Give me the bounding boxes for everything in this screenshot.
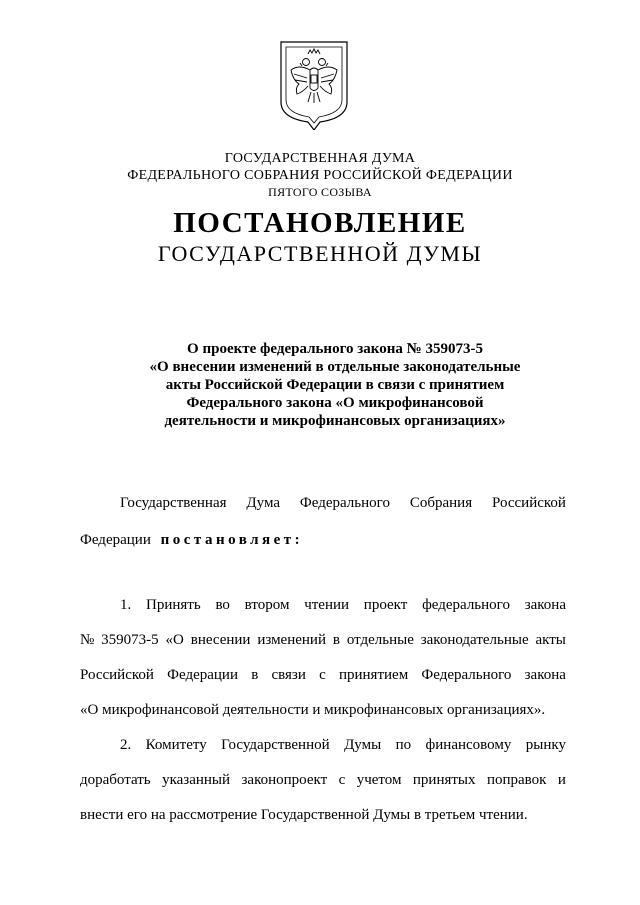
word: Федерации <box>80 532 151 548</box>
word: Комитету <box>145 737 207 753</box>
org-name-line-1: ГОСУДАРСТВЕННАЯ ДУМА <box>224 151 416 166</box>
word: внесении <box>190 632 251 648</box>
word: рынку <box>525 737 566 753</box>
subject-block <box>140 340 530 430</box>
word: Государственная <box>120 495 227 511</box>
word: доработать <box>80 772 151 788</box>
word: втором <box>244 597 290 613</box>
word: поправок <box>486 772 547 788</box>
preamble-line-2 <box>80 532 303 549</box>
item-2-line-2 <box>80 772 566 789</box>
word: федерального <box>422 597 510 613</box>
document-title: ПОСТАНОВЛЕНИЕ <box>173 207 467 239</box>
word: 1. <box>120 597 132 613</box>
word: связи <box>271 667 306 683</box>
item-1-line-4: «О микрофинансовой деятельности и микрофинансовых организациях». <box>80 702 546 718</box>
item-2-line-3: внести его на рассмотрение Государственной Думы в третьем чтении. <box>80 807 528 823</box>
item-1-line-1 <box>120 597 566 614</box>
word: закона <box>524 597 566 613</box>
org-name-line-2: ФЕДЕРАЛЬНОГО СОБРАНИЯ РОССИЙСКОЙ ФЕДЕРАЦИИ <box>127 168 513 183</box>
word: во <box>215 597 230 613</box>
word: и <box>557 772 566 788</box>
word: Государственной <box>221 737 330 753</box>
coat-of-arms-emblem <box>275 40 353 130</box>
document-subtitle: ГОСУДАРСТВЕННОЙ ДУМЫ <box>157 241 483 266</box>
word: чтении <box>304 597 350 613</box>
word: учетом <box>356 772 402 788</box>
word: финансовому <box>425 737 512 753</box>
word: принятых <box>412 772 476 788</box>
item-2-line-1 <box>120 737 566 754</box>
subject-line: О проекте федерального закона № 359073-5 <box>187 341 483 357</box>
word: проект <box>363 597 408 613</box>
word: по <box>395 737 412 753</box>
word: Думы <box>344 737 382 753</box>
preamble-line-1 <box>120 495 566 512</box>
word: 2. <box>120 737 132 753</box>
subject-line: «О внесении изменений в отдельные законодательные <box>149 359 521 375</box>
item-1-line-3 <box>80 667 566 684</box>
word: изменений <box>257 632 326 648</box>
word: в <box>251 667 259 683</box>
item-1-line-2 <box>80 632 566 649</box>
subject-line: акты Российской Федерации в связи с принятием <box>165 377 505 393</box>
word: законопроект <box>241 772 328 788</box>
resolution-verb: постановляет: <box>160 532 304 548</box>
word: отдельные <box>346 632 414 648</box>
word: Федерального <box>299 495 390 511</box>
word: Российской <box>492 495 566 511</box>
word: № <box>80 632 95 648</box>
item-2-paragraph <box>80 737 566 837</box>
word: акты <box>535 632 566 648</box>
word: 359073-5 <box>101 632 159 648</box>
word: Федерального <box>421 667 512 683</box>
word: Принять <box>146 597 201 613</box>
word: закона <box>524 667 566 683</box>
word: в <box>332 632 340 648</box>
word: Дума <box>246 495 281 511</box>
word: с <box>338 772 346 788</box>
word: «О <box>165 632 184 648</box>
word: законодательные <box>420 632 529 648</box>
word: с <box>319 667 326 683</box>
word: принятием <box>338 667 409 683</box>
item-1-paragraph <box>80 597 566 727</box>
word: Российской <box>80 667 154 683</box>
word: Федерации <box>167 667 238 683</box>
subject-line: деятельности и микрофинансовых организациях» <box>164 413 506 429</box>
subject-line: Федерального закона «О микрофинансовой <box>186 395 484 411</box>
preamble-paragraph <box>80 495 566 555</box>
convocation-line: ПЯТОГО СОЗЫВА <box>268 185 372 199</box>
word: Собрания <box>409 495 473 511</box>
word: указанный <box>162 772 231 788</box>
